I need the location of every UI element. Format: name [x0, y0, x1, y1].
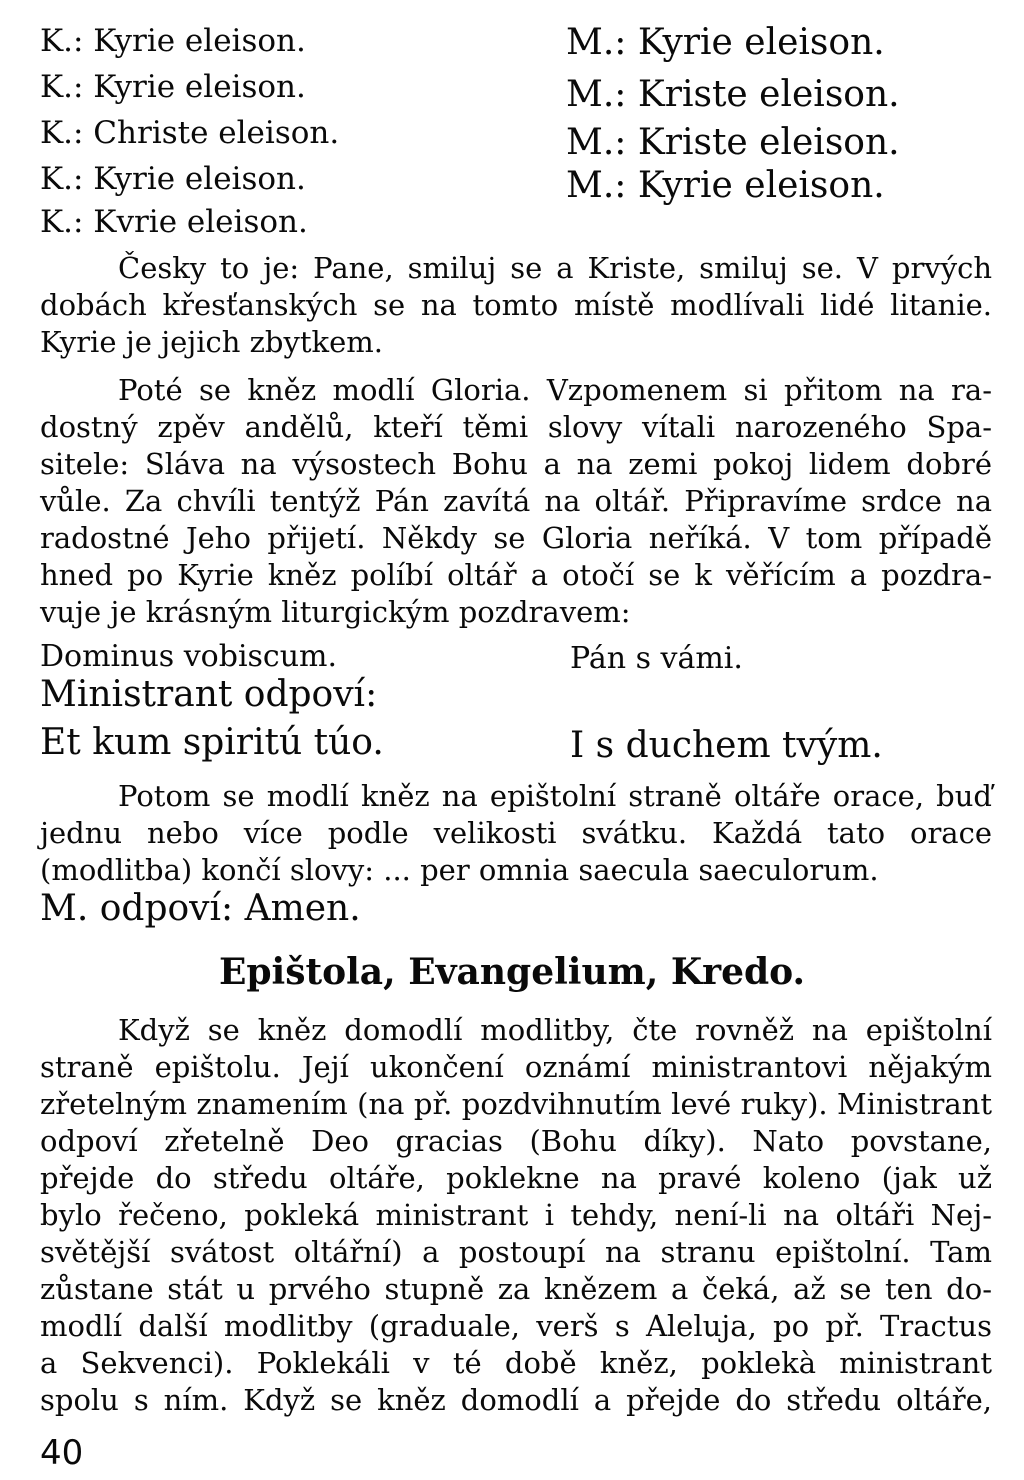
amen-line: M. odpoví: Amen.	[40, 888, 361, 929]
text-line: Kyrie je jejich zbytkem.	[40, 325, 383, 359]
text-line: Poté se kněz modlí Gloria. Vzpomenem si přitom na ra-	[118, 373, 992, 407]
kyrie-k-line: K.: Kyrie eleison.	[40, 69, 306, 105]
text-line: světější svátost oltářní) a postoupí na stranu epištolní. Tam	[40, 1235, 992, 1269]
text-line: zůstane stát u prvého stupně za knězem a čeká, až se ten do-	[40, 1272, 992, 1306]
kyrie-k-line: K.: Kvrie eleison.	[40, 204, 308, 240]
response-czech: I s duchem tvým.	[570, 725, 883, 766]
paragraph-cesky	[40, 250, 992, 361]
text-line: jednu nebo více podle velikosti svátku. Každá tato orace	[40, 816, 992, 850]
text-line: vuje je krásným liturgickým pozdravem:	[40, 595, 631, 629]
ministrant-label: Ministrant odpoví:	[40, 674, 378, 715]
kyrie-k-line: K.: Christe eleison.	[40, 115, 340, 151]
text-line: straně epištolu. Její ukončení oznámí ministrantovi nějakým	[40, 1050, 992, 1084]
text-line: odpoví zřetelně Deo gracias (Bohu díky). Nato povstane,	[40, 1124, 992, 1158]
paragraph-gloria	[40, 372, 992, 631]
dominus-czech: Pán s vámi.	[570, 641, 743, 676]
kyrie-m-line: M.: Kyrie eleison.	[566, 165, 885, 206]
kyrie-m-line: M.: Kyrie eleison.	[566, 22, 885, 63]
text-line: dobách křesťanských se na tomto místě modlívali lidé litanie.	[40, 288, 992, 322]
text-line: hned po Kyrie kněz políbí oltář a otočí se k věřícím a pozdra-	[40, 558, 992, 592]
kyrie-m-line: M.: Kriste eleison.	[566, 122, 900, 163]
text-line: Potom se modlí kněz na epištolní straně oltáře orace, buď	[118, 779, 992, 813]
text-line: modlí další modlitby (graduale, verš s Aleluja, po př. Tractus	[40, 1309, 992, 1343]
text-line: sitele: Sláva na výsostech Bohu a na zemi pokoj lidem dobré	[40, 447, 992, 481]
text-line: zřetelným znamením (na př. pozdvihnutím levé ruky). Ministrant	[40, 1087, 992, 1121]
text-line: přejde do středu oltáře, poklekne na pravé koleno (jak už	[40, 1161, 992, 1195]
text-line: spolu s ním. Když se kněz domodlí a přejde do středu oltáře,	[40, 1383, 992, 1417]
text-line: dostný zpěv andělů, kteří těmi slovy vítali narozeného Spa-	[40, 410, 992, 444]
paragraph-orace	[40, 778, 992, 889]
section-heading: Epištola, Evangelium, Kredo.	[218, 951, 806, 993]
text-line: bylo řečeno, pokleká ministrant i tehdy, není-li na oltáři Nej-	[40, 1198, 992, 1232]
kyrie-k-line: K.: Kyrie eleison.	[40, 161, 306, 197]
kyrie-m-line: M.: Kriste eleison.	[566, 74, 900, 115]
text-line: radostné Jeho přijetí. Někdy se Gloria neříká. V tom případě	[40, 521, 992, 555]
dominus-latin: Dominus vobiscum.	[40, 639, 338, 674]
text-line: a Sekvenci). Poklekáli v té době kněz, poklekà ministrant	[40, 1346, 992, 1380]
text-line: vůle. Za chvíli tentýž Pán zavítá na oltář. Připravíme srdce na	[40, 484, 992, 518]
response-latin: Et kum spiritú túo.	[40, 722, 384, 763]
text-line: Česky to je: Pane, smiluj se a Kriste, smiluj se. V prvých	[118, 251, 992, 285]
paragraph-epistola	[40, 1012, 992, 1419]
page-number: 40	[40, 1433, 84, 1473]
text-line: Když se kněz domodlí modlitby, čte rovněž na epištolní	[118, 1013, 992, 1047]
kyrie-k-line: K.: Kyrie eleison.	[40, 23, 306, 59]
text-line: (modlitba) končí slovy: ... per omnia saecula saeculorum.	[40, 853, 879, 887]
